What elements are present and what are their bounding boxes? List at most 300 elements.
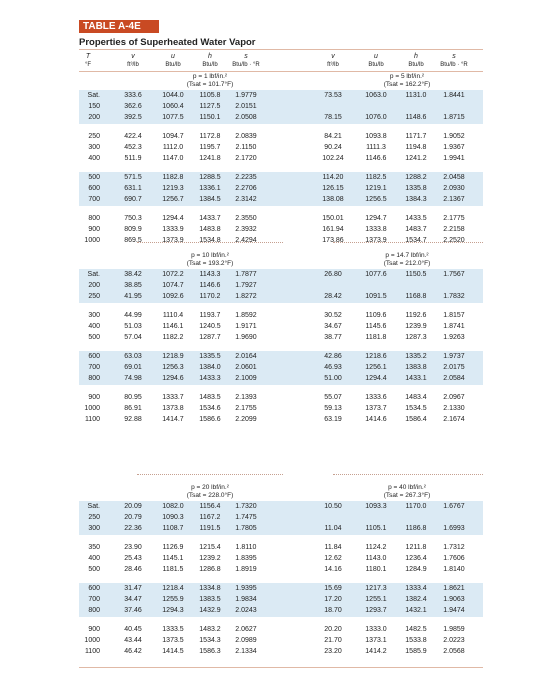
table-cell: 869.5 [124, 237, 142, 244]
table-cell: 2.0243 [235, 607, 257, 614]
row-temperature: 600 [88, 185, 100, 192]
table-cell: 1091.5 [365, 293, 387, 300]
table-cell: 1534.3 [199, 637, 221, 644]
table-cell: 2.0164 [235, 353, 257, 360]
table-cell: 1143.0 [365, 555, 387, 562]
table-cell: 2.3932 [235, 226, 257, 233]
left-pressure-label: p = 20 lbf/in.² [191, 484, 229, 491]
column-symbol-0: T [85, 53, 91, 60]
table-cell: 10.50 [324, 503, 342, 510]
table-cell: 1373.5 [162, 637, 184, 644]
table-cell: 1383.8 [405, 364, 427, 371]
table-cell: 1333.0 [365, 626, 387, 633]
table-cell: 1.9941 [443, 155, 465, 162]
row-temperature: 300 [88, 312, 100, 319]
row-temperature: 1000 [84, 237, 100, 244]
table-cell: 1108.7 [162, 525, 184, 532]
table-cell: 1284.9 [405, 566, 427, 573]
row-temperature: 250 [88, 293, 100, 300]
row-temperature: 200 [88, 282, 100, 289]
table-cell: 1.8157 [443, 312, 465, 319]
table-cell: 78.15 [324, 114, 342, 121]
table-cell: 1534.5 [405, 405, 427, 412]
table-cell: 1.9779 [235, 92, 257, 99]
table-cell: 1077.6 [365, 271, 387, 278]
row-temperature: 1100 [84, 648, 100, 655]
table-cell: 1195.7 [199, 144, 221, 151]
column-symbol-7: h [414, 53, 418, 60]
table-cell: 1256.5 [365, 196, 387, 203]
table-cell: 1.9737 [443, 353, 465, 360]
table-cell: 1382.4 [405, 596, 427, 603]
column-symbol-8: s [452, 53, 456, 60]
table-cell: 126.15 [322, 185, 344, 192]
table-cell: 1333.4 [405, 585, 427, 592]
table-cell: 1170.2 [199, 293, 221, 300]
left-tsat-label: (Tsat = 228.0°F) [186, 492, 234, 499]
header-top-rule [79, 49, 483, 50]
table-cell: 1.7805 [235, 525, 257, 532]
table-cell: 392.5 [124, 114, 142, 121]
table-cell: 1170.0 [405, 503, 427, 510]
table-cell: 1.7606 [443, 555, 465, 562]
table-cell: 1.7475 [235, 514, 257, 521]
table-cell: 1.9834 [235, 596, 257, 603]
table-cell: 23.90 [124, 544, 142, 551]
table-cell: 2.1720 [235, 155, 257, 162]
column-unit-7: Btu/lb [408, 62, 424, 68]
table-cell: 38.42 [124, 271, 142, 278]
table-cell: 63.03 [124, 353, 142, 360]
table-cell: 173.86 [322, 237, 344, 244]
row-temperature: Sat. [87, 271, 100, 278]
table-cell: 1.8441 [443, 92, 465, 99]
table-cell: 2.0930 [443, 185, 465, 192]
table-cell: 1126.9 [162, 544, 184, 551]
table-cell: 1432.1 [405, 607, 427, 614]
table-cell: 11.04 [324, 525, 342, 532]
table-cell: 1077.5 [162, 114, 184, 121]
row-temperature: 800 [88, 215, 100, 222]
table-cell: 2.3550 [235, 215, 257, 222]
table-cell: 1483.2 [199, 626, 221, 633]
table-cell: 1150.5 [405, 271, 427, 278]
table-cell: 59.13 [324, 405, 342, 412]
table-cell: 1288.5 [199, 174, 221, 181]
table-cell: 23.20 [324, 648, 342, 655]
table-cell: 1586.4 [405, 416, 427, 423]
table-cell: 1145.6 [365, 323, 387, 330]
table-cell: 80.95 [124, 394, 142, 401]
table-cell: 63.19 [324, 416, 342, 423]
table-cell: 2.1367 [443, 196, 465, 203]
table-cell: 1255.1 [365, 596, 387, 603]
table-cell: 750.3 [124, 215, 142, 222]
row-temperature: 800 [88, 607, 100, 614]
table-cell: 1109.6 [365, 312, 387, 319]
table-cell: 57.04 [124, 334, 142, 341]
row-temperature: 700 [88, 364, 100, 371]
table-cell: 1.7567 [443, 271, 465, 278]
table-cell: 1433.1 [405, 375, 427, 382]
right-pressure-label: p = 14.7 lbf/in.² [385, 252, 429, 259]
table-cell: 40.45 [124, 626, 142, 633]
table-cell: 1.8621 [443, 585, 465, 592]
table-cell: 1181.5 [162, 566, 184, 573]
table-cell: 1.8395 [235, 555, 257, 562]
row-temperature: Sat. [87, 503, 100, 510]
table-cell: 20.09 [124, 503, 142, 510]
table-cell: 2.1393 [235, 394, 257, 401]
table-cell: 1167.2 [199, 514, 221, 521]
table-cell: 1.8715 [443, 114, 465, 121]
table-cell: 1090.3 [162, 514, 184, 521]
table-cell: 1156.4 [199, 503, 221, 510]
table-cell: 1294.3 [162, 607, 184, 614]
table-cell: 1.7927 [235, 282, 257, 289]
table-cell: 1239.2 [199, 555, 221, 562]
table-cell: 1143.3 [199, 271, 221, 278]
table-cell: 15.69 [324, 585, 342, 592]
table-cell: 44.99 [124, 312, 142, 319]
table-cell: 1335.8 [405, 185, 427, 192]
row-temperature: 150 [88, 103, 100, 110]
table-cell: 69.01 [124, 364, 142, 371]
table-cell: 2.0568 [443, 648, 465, 655]
table-cell: 1373.7 [365, 405, 387, 412]
table-cell: 1044.0 [162, 92, 184, 99]
column-symbol-6: u [374, 53, 378, 60]
table-cell: 2.2520 [443, 237, 465, 244]
table-cell: 1147.0 [162, 155, 184, 162]
table-cell: 1105.1 [365, 525, 387, 532]
table-cell: 511.9 [124, 155, 142, 162]
row-temperature: 500 [88, 566, 100, 573]
row-temperature: 400 [88, 155, 100, 162]
table-cell: 1218.6 [365, 353, 387, 360]
table-cell: 90.24 [324, 144, 342, 151]
row-temperature: 500 [88, 174, 100, 181]
column-unit-4: Btu/lb · °R [232, 62, 260, 68]
row-temperature: 700 [88, 196, 100, 203]
table-cell: 1112.0 [162, 144, 184, 151]
header-bottom-rule [79, 71, 483, 72]
table-cell: 1191.5 [199, 525, 221, 532]
table-cell: 1186.8 [405, 525, 427, 532]
table-cell: 150.01 [322, 215, 344, 222]
table-cell: 1333.8 [365, 226, 387, 233]
table-cell: 1218.9 [162, 353, 184, 360]
table-cell: 2.0601 [235, 364, 257, 371]
row-temperature: 1000 [84, 405, 100, 412]
table-cell: 51.00 [324, 375, 342, 382]
table-cell: 11.84 [324, 544, 342, 551]
column-symbol-4: s [244, 53, 248, 60]
table-cell: 1414.5 [162, 648, 184, 655]
table-cell: 1534.8 [199, 237, 221, 244]
table-cell: 1146.1 [162, 323, 184, 330]
table-cell: 1093.3 [365, 503, 387, 510]
right-tsat-label: (Tsat = 212.0°F) [383, 260, 431, 267]
table-cell: 1286.8 [199, 566, 221, 573]
table-cell: 1333.5 [162, 626, 184, 633]
table-cell: 2.0223 [443, 637, 465, 644]
table-cell: 1127.5 [199, 103, 221, 110]
table-cell: 22.36 [124, 525, 142, 532]
table-cell: 1.7312 [443, 544, 465, 551]
table-cell: 1172.8 [199, 133, 221, 140]
row-temperature: 600 [88, 585, 100, 592]
table-cell: 1373.8 [162, 405, 184, 412]
table-cell: 1.8592 [235, 312, 257, 319]
table-cell: 1335.5 [199, 353, 221, 360]
table-cell: 333.6 [124, 92, 142, 99]
table-cell: 1239.9 [405, 323, 427, 330]
column-unit-1: ft³/lb [127, 62, 139, 68]
column-unit-8: Btu/lb · °R [440, 62, 468, 68]
block-2-right-dotted-rule [333, 474, 483, 475]
table-cell: 1335.2 [405, 353, 427, 360]
table-cell: 1.9367 [443, 144, 465, 151]
table-cell: 1211.8 [405, 544, 427, 551]
table-cell: 1294.4 [162, 215, 184, 222]
row-temperature: 900 [88, 226, 100, 233]
table-cell: 1063.0 [365, 92, 387, 99]
row-temperature: 250 [88, 514, 100, 521]
table-cell: 21.70 [324, 637, 342, 644]
table-cell: 1092.6 [162, 293, 184, 300]
block-2-left-dotted-rule [137, 474, 283, 475]
table-cell: 1.6767 [443, 503, 465, 510]
table-cell: 1287.3 [405, 334, 427, 341]
table-cell: 1432.9 [199, 607, 221, 614]
table-cell: 34.47 [124, 596, 142, 603]
column-unit-0: °F [84, 62, 92, 68]
table-cell: 1433.3 [199, 375, 221, 382]
table-cell: 1334.8 [199, 585, 221, 592]
table-cell: 1193.7 [199, 312, 221, 319]
table-cell: 1218.4 [162, 585, 184, 592]
row-temperature: 250 [88, 133, 100, 140]
table-cell: 452.3 [124, 144, 142, 151]
table-cell: 631.1 [124, 185, 142, 192]
table-cell: 2.1009 [235, 375, 257, 382]
table-cell: 1148.6 [405, 114, 427, 121]
table-cell: 2.4294 [235, 237, 257, 244]
table-cell: 1.9171 [235, 323, 257, 330]
table-cell: 92.88 [124, 416, 142, 423]
table-cell: 1168.8 [405, 293, 427, 300]
table-cell: 2.0627 [235, 626, 257, 633]
block-1-right-dotted-rule [333, 242, 483, 243]
row-temperature: 500 [88, 334, 100, 341]
table-cell: 1150.1 [199, 114, 221, 121]
table-cell: 1414.2 [365, 648, 387, 655]
table-cell: 1182.2 [162, 334, 184, 341]
table-cell: 14.16 [324, 566, 342, 573]
table-cell: 1236.4 [405, 555, 427, 562]
table-cell: 31.47 [124, 585, 142, 592]
table-cell: 2.2158 [443, 226, 465, 233]
table-cell: 2.0989 [235, 637, 257, 644]
table-cell: 37.46 [124, 607, 142, 614]
table-cell: 1093.8 [365, 133, 387, 140]
table-cell: 86.91 [124, 405, 142, 412]
table-cell: 1131.0 [405, 92, 427, 99]
row-temperature: Sat. [87, 92, 100, 99]
table-cell: 2.0508 [235, 114, 257, 121]
table-cell: 1.9063 [443, 596, 465, 603]
left-tsat-label: (Tsat = 101.7°F) [186, 81, 234, 88]
table-cell: 102.24 [322, 155, 344, 162]
table-cell: 1255.9 [162, 596, 184, 603]
table-cell: 42.86 [324, 353, 342, 360]
table-cell: 1383.5 [199, 596, 221, 603]
table-cell: 1145.1 [162, 555, 184, 562]
table-cell: 571.5 [124, 174, 142, 181]
table-cell: 1219.1 [365, 185, 387, 192]
table-cell: 1483.5 [199, 394, 221, 401]
table-cell: 38.77 [324, 334, 342, 341]
table-cell: 28.46 [124, 566, 142, 573]
table-cell: 1373.9 [365, 237, 387, 244]
right-pressure-label: p = 40 lbf/in.² [388, 484, 426, 491]
column-unit-6: Btu/lb [368, 62, 384, 68]
table-cell: 2.1674 [443, 416, 465, 423]
table-cell: 1.8272 [235, 293, 257, 300]
table-cell: 1219.3 [162, 185, 184, 192]
table-cell: 2.1755 [235, 405, 257, 412]
table-cell: 1256.7 [162, 196, 184, 203]
row-temperature: 1100 [84, 416, 100, 423]
table-cell: 30.52 [324, 312, 342, 319]
row-temperature: 600 [88, 353, 100, 360]
table-cell: 1146.6 [199, 282, 221, 289]
table-cell: 28.42 [324, 293, 342, 300]
table-tag: TABLE A-4E [79, 20, 159, 33]
table-cell: 1433.5 [405, 215, 427, 222]
right-tsat-label: (Tsat = 267.3°F) [383, 492, 431, 499]
table-cell: 1240.5 [199, 323, 221, 330]
table-title: Properties of Superheated Water Vapor [79, 37, 256, 48]
table-cell: 2.1334 [235, 648, 257, 655]
row-temperature: 800 [88, 375, 100, 382]
table-cell: 1192.6 [405, 312, 427, 319]
table-cell: 12.62 [324, 555, 342, 562]
table-cell: 25.43 [124, 555, 142, 562]
table-cell: 1294.4 [365, 375, 387, 382]
table-cell: 2.1775 [443, 215, 465, 222]
table-cell: 2.1330 [443, 405, 465, 412]
table-cell: 1060.4 [162, 103, 184, 110]
table-cell: 1215.4 [199, 544, 221, 551]
table-cell: 1.8741 [443, 323, 465, 330]
table-cell: 41.95 [124, 293, 142, 300]
table-cell: 34.67 [324, 323, 342, 330]
table-cell: 1373.1 [365, 637, 387, 644]
table-cell: 809.9 [124, 226, 142, 233]
table-cell: 2.2099 [235, 416, 257, 423]
table-cell: 1180.1 [365, 566, 387, 573]
table-cell: 1288.2 [405, 174, 427, 181]
table-cell: 1336.1 [199, 185, 221, 192]
table-cell: 1241.2 [405, 155, 427, 162]
column-symbol-2: u [171, 53, 175, 60]
row-temperature: 400 [88, 323, 100, 330]
table-cell: 84.21 [324, 133, 342, 140]
table-cell: 1294.6 [162, 375, 184, 382]
column-symbol-5: v [331, 53, 335, 60]
table-cell: 1585.9 [405, 648, 427, 655]
table-cell: 1293.7 [365, 607, 387, 614]
table-cell: 51.03 [124, 323, 142, 330]
table-cell: 1146.6 [365, 155, 387, 162]
table-cell: 38.85 [124, 282, 142, 289]
table-cell: 1.7877 [235, 271, 257, 278]
right-tsat-label: (Tsat = 162.2°F) [383, 81, 431, 88]
table-cell: 1.8110 [235, 544, 257, 551]
table-cell: 1111.3 [366, 144, 386, 151]
table-cell: 1217.3 [365, 585, 387, 592]
left-pressure-label: p = 10 lbf/in.² [191, 252, 229, 259]
table-bottom-rule [79, 667, 483, 668]
table-cell: 1414.7 [162, 416, 184, 423]
table-cell: 1483.4 [405, 394, 427, 401]
table-cell: 55.07 [324, 394, 342, 401]
row-temperature: 1000 [84, 637, 100, 644]
table-cell: 2.3142 [235, 196, 257, 203]
table-cell: 1483.8 [199, 226, 221, 233]
table-cell: 1241.8 [199, 155, 221, 162]
table-cell: 1182.8 [162, 174, 184, 181]
table-cell: 1082.0 [162, 503, 184, 510]
table-cell: 1533.8 [405, 637, 427, 644]
table-cell: 18.70 [324, 607, 342, 614]
table-cell: 1.7320 [235, 503, 257, 510]
table-cell: 690.7 [124, 196, 142, 203]
table-cell: 2.0458 [443, 174, 465, 181]
table-cell: 20.20 [324, 626, 342, 633]
table-cell: 1105.8 [199, 92, 221, 99]
table-cell: 1094.7 [162, 133, 184, 140]
table-cell: 2.2706 [235, 185, 257, 192]
left-tsat-label: (Tsat = 193.2°F) [186, 260, 234, 267]
table-cell: 1333.9 [162, 226, 184, 233]
table-cell: 138.08 [322, 196, 344, 203]
table-cell: 1482.5 [405, 626, 427, 633]
table-cell: 1.9395 [235, 585, 257, 592]
table-cell: 1.6993 [443, 525, 465, 532]
table-cell: 1.9263 [443, 334, 465, 341]
table-cell: 422.4 [124, 133, 142, 140]
table-cell: 1074.7 [162, 282, 184, 289]
row-temperature: 300 [88, 525, 100, 532]
table-cell: 46.42 [124, 648, 142, 655]
table-cell: 1287.7 [199, 334, 221, 341]
table-cell: 74.98 [124, 375, 142, 382]
table-cell: 20.79 [124, 514, 142, 521]
table-cell: 1586.3 [199, 648, 221, 655]
row-temperature: 900 [88, 626, 100, 633]
table-cell: 2.0175 [443, 364, 465, 371]
row-temperature: 400 [88, 555, 100, 562]
table-cell: 2.0967 [443, 394, 465, 401]
table-cell: 1.9474 [443, 607, 465, 614]
table-cell: 1294.7 [365, 215, 387, 222]
column-symbol-3: h [208, 53, 212, 60]
table-cell: 1.7832 [443, 293, 465, 300]
row-temperature: 350 [88, 544, 100, 551]
